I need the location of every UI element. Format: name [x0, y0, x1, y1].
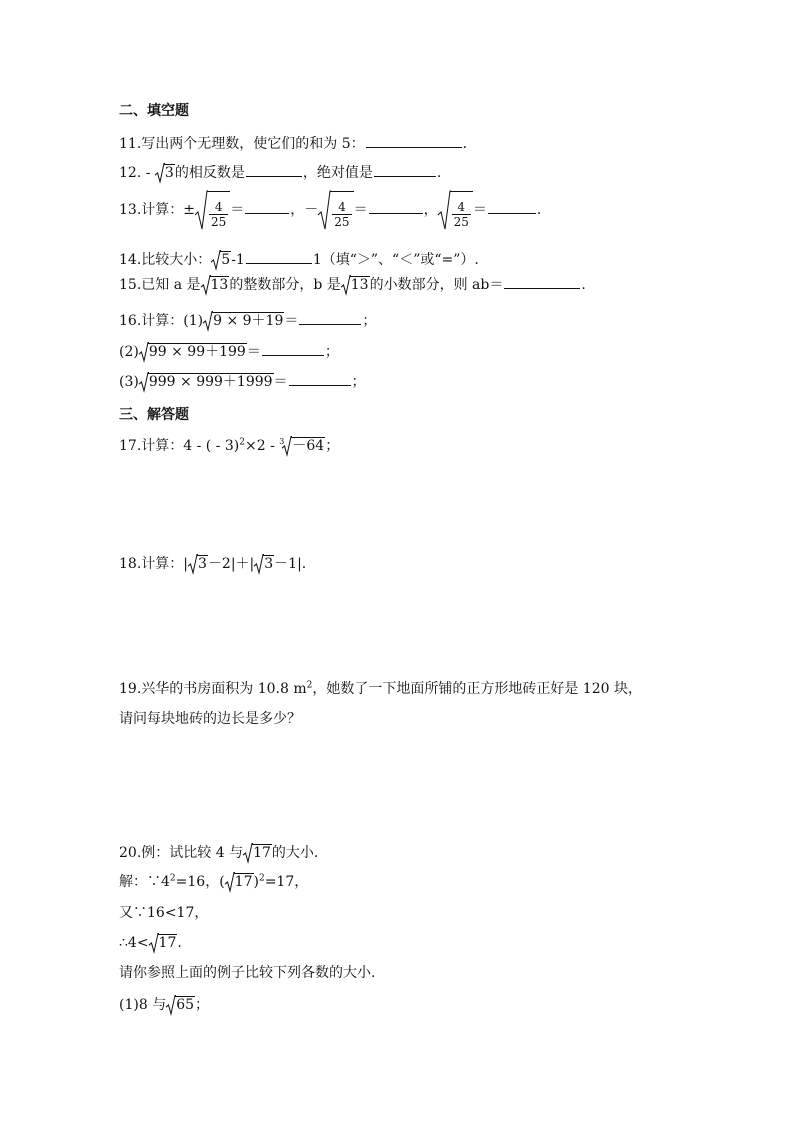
- radical-sign-icon: [203, 311, 213, 331]
- q18-sqrt-1: [188, 554, 208, 574]
- question-20-line-6: [119, 995, 209, 1015]
- q16-p3: (3): [119, 374, 139, 390]
- q16-radicand-1: 9 × 9＋19: [213, 313, 284, 329]
- question-14: [119, 249, 479, 270]
- q13-sep-1: ，－: [290, 202, 319, 218]
- question-17: [119, 436, 339, 458]
- q13-end: .: [536, 202, 542, 218]
- radical-sign-icon: [166, 995, 176, 1015]
- q15-sqrt-2: [341, 275, 370, 295]
- q16-p2: (2): [119, 344, 139, 360]
- question-11: [119, 133, 467, 154]
- radical-sign-icon: [139, 342, 149, 362]
- question-19-line-1: [119, 679, 642, 699]
- q14-prefix: 14.比较大小：: [119, 252, 212, 268]
- q15-end: .: [581, 277, 586, 293]
- radical-sign-icon: [341, 275, 351, 295]
- q16-eq-1: ＝: [284, 313, 299, 329]
- q13-eq-3: ＝: [472, 202, 487, 218]
- q17-root-index: 3: [279, 437, 285, 446]
- q20-radicand: 17: [253, 845, 271, 861]
- q16-end-3: ；: [351, 374, 366, 390]
- q14-tail: 1（填“＞”、“＜”或“=”）.: [312, 252, 479, 268]
- q20-radicand: 17: [234, 874, 253, 890]
- radical-sign-icon: [188, 554, 198, 574]
- radical-sign-icon: [438, 190, 451, 230]
- q16-radicand-2: 99 × 99＋199: [148, 344, 246, 360]
- radical-sign-icon: [318, 190, 331, 230]
- q18-a: －2|＋|: [207, 556, 255, 572]
- question-20-line-2: [119, 872, 308, 892]
- q18-radicand: 3: [197, 556, 207, 572]
- q15-mid: 的整数部分，b 是: [229, 277, 341, 293]
- q20-l1b: 的大小.: [271, 845, 319, 861]
- q19-line1a: 19.兴华的书房面积为 10.8 m: [119, 681, 307, 697]
- section-title-fill-blank: 二、填空题: [119, 103, 189, 119]
- q13-sqrt-3: [438, 190, 473, 230]
- question-16-2: [119, 341, 339, 362]
- q13-denominator: 25: [334, 214, 350, 229]
- question-16-3: [119, 371, 366, 392]
- q15-sqrt-1: [201, 275, 230, 295]
- q14-after: -1: [231, 252, 245, 268]
- q13-eq-1: ＝: [230, 202, 245, 218]
- q14-answer-blank[interactable]: [246, 249, 312, 264]
- q12-end: .: [436, 165, 442, 181]
- q20-l2d: =17，: [264, 874, 309, 890]
- radical-sign-icon: [155, 163, 165, 183]
- q12-answer-blank-1[interactable]: [246, 162, 302, 177]
- q20-sqrt-1: [243, 843, 272, 863]
- q16-radicand-3: 999 × 999＋1999: [148, 374, 273, 390]
- q17-prefix: 17.计算：4 - ( - 3): [119, 438, 240, 454]
- q11-text: 11.写出两个无理数，使它们的和为 5：: [119, 136, 365, 152]
- q12-radicand: 3: [164, 165, 174, 181]
- q13-sqrt-2: [318, 190, 353, 230]
- question-20-line-1: [119, 843, 318, 863]
- q13-prefix: 13.计算：±: [119, 202, 195, 218]
- q17-exponent: 2: [239, 437, 245, 448]
- q13-eq-2: ＝: [353, 202, 368, 218]
- q20-l2b: =16，(: [175, 874, 225, 890]
- q16-end-1: ；: [362, 313, 377, 329]
- radical-sign-icon: [243, 843, 253, 863]
- q12-mid: 的相反数是: [174, 165, 245, 181]
- q15-radicand: 13: [210, 277, 229, 293]
- q20-exponent-1: 2: [169, 873, 176, 884]
- q17-mid: ×2 -: [245, 438, 280, 454]
- q20-exponent-2: 2: [258, 873, 265, 884]
- q12-answer-blank-2[interactable]: [374, 162, 436, 177]
- q20-l6a: (1)8 与: [119, 997, 167, 1013]
- q20-radicand: 17: [158, 935, 177, 951]
- q20-l2c: ): [253, 874, 259, 890]
- question-20-line-5: 请你参照上面的例子比较下列各数的大小.: [119, 965, 376, 981]
- question-20-line-3: 又∵16<17，: [119, 905, 209, 921]
- question-13: [119, 188, 541, 232]
- q16-eq-3: ＝: [273, 374, 288, 390]
- q15-prefix: 15.已知 a 是: [119, 277, 201, 293]
- q12-mid2: ，绝对值是: [302, 165, 373, 181]
- q14-radicand: 5: [221, 252, 231, 268]
- q12-prefix: 12. -: [119, 165, 155, 181]
- q13-answer-blank-3[interactable]: [488, 199, 536, 214]
- q13-sep-2: ，: [423, 202, 438, 218]
- radical-sign-icon: [254, 554, 264, 574]
- radical-sign-icon: [149, 933, 159, 953]
- q20-l4b: .: [177, 935, 182, 951]
- radical-sign-icon: [139, 372, 149, 392]
- q20-l1a: 20.例：试比较 4 与: [119, 845, 244, 861]
- q15-radicand: 13: [350, 277, 369, 293]
- q11-end: .: [462, 136, 468, 152]
- q18-prefix: 18.计算：|: [119, 556, 188, 572]
- q13-denominator: 25: [453, 214, 469, 229]
- radical-sign-icon: [225, 872, 235, 892]
- q17-end: ；: [325, 438, 340, 454]
- q11-answer-blank[interactable]: [366, 133, 462, 148]
- q16-answer-blank-2[interactable]: [262, 341, 324, 356]
- q13-sqrt-1: [195, 190, 230, 230]
- q20-radicand-65: 65: [176, 997, 195, 1013]
- q16-prefix: 16.计算：(1): [119, 313, 204, 329]
- q15-answer-blank[interactable]: [504, 274, 580, 289]
- q20-sqrt-2: [225, 872, 254, 892]
- q20-sqrt-3: [149, 933, 178, 953]
- q20-sqrt-4: [166, 995, 195, 1015]
- q13-numerator: 4: [452, 200, 471, 215]
- q18-radicand: 3: [264, 556, 274, 572]
- q17-cbrt: [282, 436, 325, 456]
- radical-sign-icon: [211, 250, 221, 270]
- question-18: [119, 554, 306, 574]
- question-20-line-4: [119, 933, 182, 953]
- q16-answer-blank-1[interactable]: [299, 310, 361, 325]
- q15-mid2: 的小数部分，则 ab＝: [369, 277, 504, 293]
- q18-b: －1|.: [274, 556, 307, 572]
- q13-numerator: 4: [209, 200, 228, 215]
- question-16-1: [119, 310, 376, 331]
- q16-eq-2: ＝: [246, 344, 261, 360]
- q19-line1b: ，她数了一下地面所铺的正方形地砖正好是 120 块，: [312, 681, 642, 697]
- radical-sign-icon: [201, 275, 211, 295]
- question-15: [119, 274, 586, 295]
- q13-numerator: 4: [332, 200, 351, 215]
- q16-sqrt-3: [139, 372, 274, 392]
- q20-l2a: 解：∵4: [119, 874, 170, 890]
- section-title-solve: 三、解答题: [119, 407, 189, 423]
- q16-end-2: ；: [324, 344, 339, 360]
- radical-sign-icon: [282, 436, 292, 456]
- q16-sqrt-1: [203, 311, 284, 331]
- q14-sqrt: [211, 250, 231, 270]
- question-12: [119, 162, 441, 183]
- q16-sqrt-2: [139, 342, 247, 362]
- q18-sqrt-2: [254, 554, 274, 574]
- q20-l6b: ；: [195, 997, 210, 1013]
- q20-l4a: ∴4<: [119, 935, 149, 951]
- q13-answer-blank-1[interactable]: [245, 199, 289, 214]
- radical-sign-icon: [195, 190, 208, 230]
- q19-exponent: 2: [306, 680, 313, 691]
- q16-answer-blank-3[interactable]: [289, 371, 351, 386]
- question-19-line-2: 请问每块地砖的边长是多少？: [119, 711, 301, 727]
- q12-sqrt: [155, 163, 175, 183]
- q17-radicand: －64: [292, 438, 325, 454]
- q13-denominator: 25: [211, 214, 227, 229]
- q13-answer-blank-2[interactable]: [369, 199, 423, 214]
